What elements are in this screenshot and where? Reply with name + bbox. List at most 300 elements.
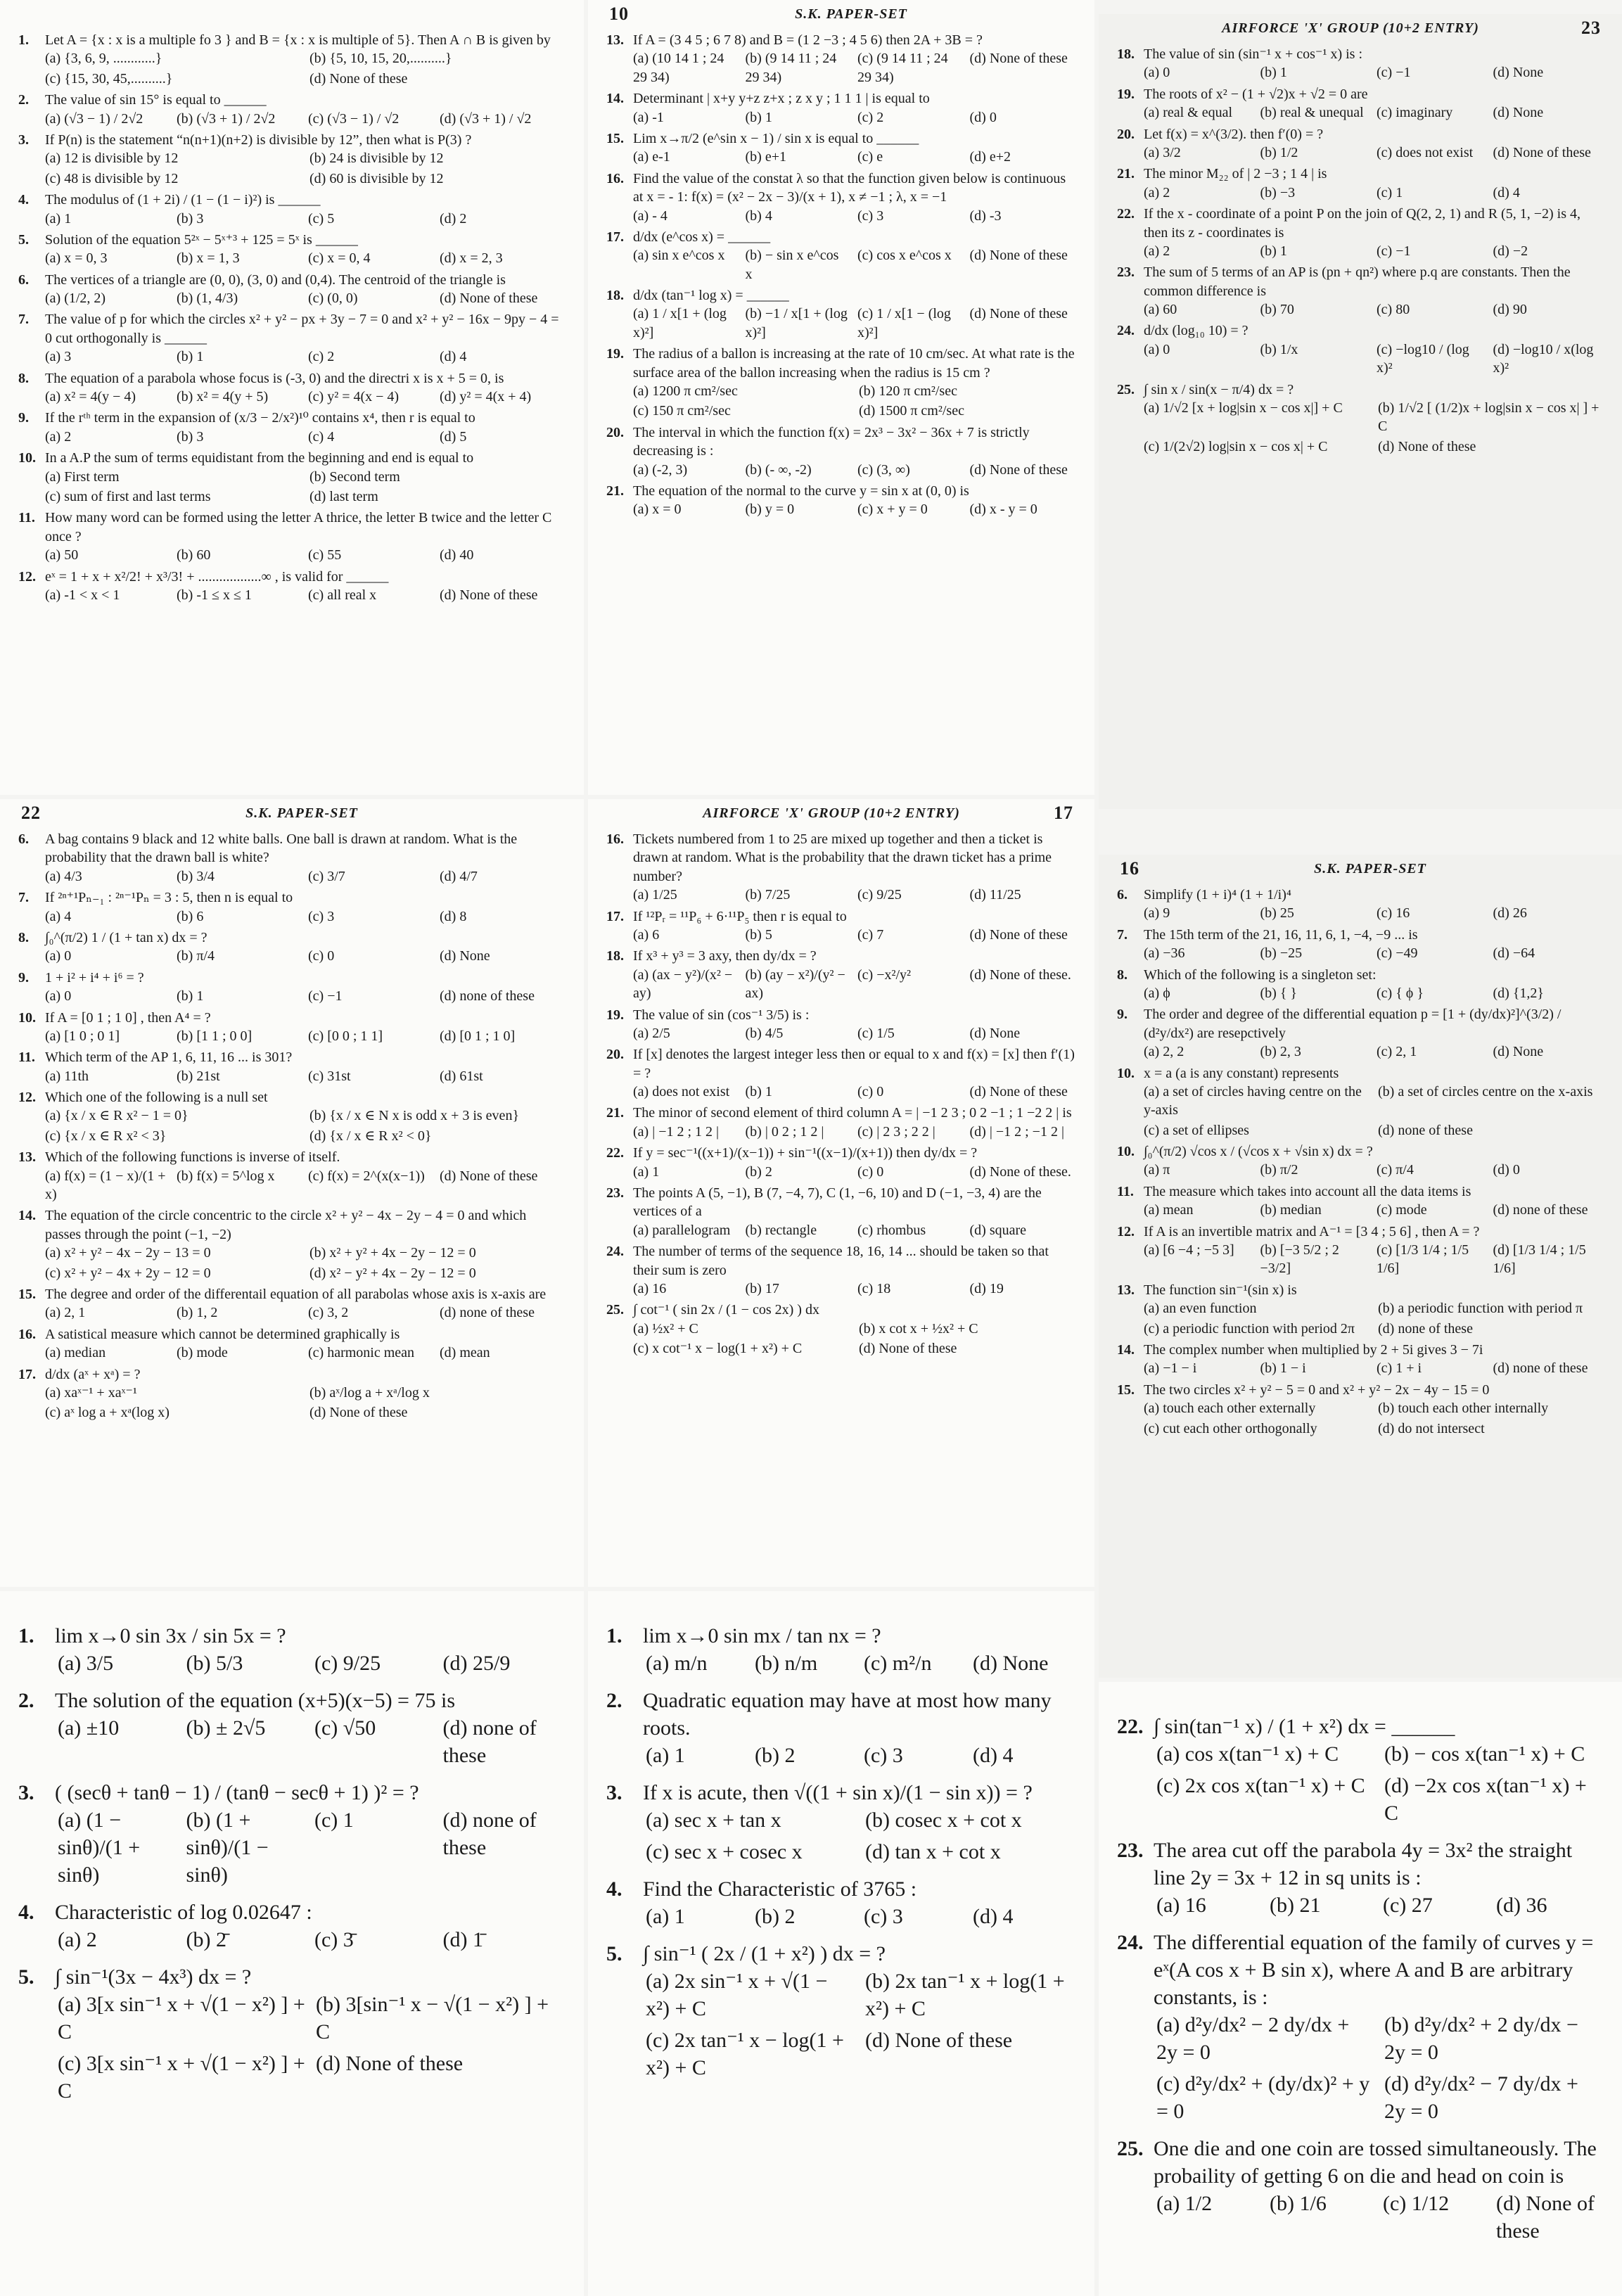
question-number: 2. (606, 1689, 622, 1712)
question-item (606, 129, 1076, 167)
answer-options (1117, 944, 1604, 962)
answer-option: (a) −36 (1144, 945, 1185, 962)
answer-option: (d) None of these (440, 1168, 538, 1184)
question-item (18, 1148, 566, 1204)
question-item (606, 228, 1076, 283)
answer-option: (b) −1 / x[1 + (log x)²] (745, 306, 848, 340)
answer-option: (a) m/n (646, 1652, 708, 1675)
answer-option: (d) None of these (316, 2052, 464, 2075)
answer-option: (b) x² + y² + 4x − 2y − 12 = 0 (309, 1245, 476, 1261)
answer-option: (d) 1̄ (442, 1928, 483, 1951)
question-number: 3. (606, 1781, 622, 1804)
question-text: If x is acute, then √((1 + sin x)/(1 − sin x)) = ? (643, 1781, 1033, 1804)
question-number: 23. (606, 1185, 624, 1201)
answer-option: (a) x² + y² − 4x − 2y − 13 = 0 (45, 1245, 211, 1261)
answer-options (18, 867, 566, 886)
answer-options (606, 1123, 1076, 1141)
answer-option: (a) sec x + tan x (646, 1809, 781, 1832)
answer-options (1117, 1892, 1604, 1919)
answer-option: (b) (ay − x²)/(y² − ax) (745, 967, 845, 1002)
question-text: Lim x→π/2 (e^sin x − 1) / sin x is equal to ______ (633, 130, 919, 146)
question-number: 6. (1117, 887, 1128, 903)
question-text: Determinant | x+y y+z z+x ; z x y ; 1 1 1 | is equal to (633, 91, 930, 107)
answer-option: (a) 12 is divisible by 12 (45, 151, 179, 167)
answer-option: (b) 17 (745, 1280, 779, 1296)
answer-option: (a) parallelogram (633, 1222, 731, 1238)
answer-option: (c) [1/3 1/4 ; 1/5 1/6] (1377, 1242, 1469, 1277)
answer-option: (a) 9 (1144, 905, 1170, 921)
question-text: lim x→0 sin 3x / sin 5x = ? (55, 1624, 286, 1647)
question-item (606, 1622, 1076, 1677)
answer-option: (b) 25 (1260, 905, 1294, 921)
question-number: 15. (606, 130, 624, 146)
question-number: 16. (18, 1326, 36, 1342)
question-text: The number of terms of the sequence 18, 16, 14 ... should be taken so that their sum is zero (633, 1244, 1049, 1278)
answer-option: (d) mean (440, 1345, 490, 1361)
answer-option: (a) 1 (646, 1905, 685, 1928)
answer-option: (b) 2 (755, 1744, 796, 1767)
answer-option: (c) 27 (1383, 1894, 1433, 1917)
question-number: 3. (18, 1781, 34, 1804)
question-text: ∫₀^(π/2) √cos x / (√cos x + √sin x) dx = ? (1144, 1144, 1373, 1160)
question-number: 2. (18, 92, 29, 108)
question-number: 10. (1117, 1065, 1135, 1081)
question-text: If A = [0 1 ; 1 0] , then A⁴ = ? (45, 1009, 211, 1026)
question-item (1117, 165, 1604, 202)
question-number: 25. (1117, 381, 1135, 397)
question-number: 1. (18, 32, 29, 48)
answer-options (18, 1067, 566, 1085)
answer-options (18, 289, 566, 307)
question-number: 14. (1117, 1341, 1135, 1358)
question-item (18, 1285, 566, 1322)
question-list (1099, 42, 1622, 809)
question-item (1117, 1142, 1604, 1180)
question-number: 12. (18, 1090, 36, 1106)
question-item (606, 286, 1076, 342)
question-text: The function sin⁻¹(sin x) is (1144, 1282, 1297, 1298)
question-number: 16. (606, 170, 624, 186)
page-scan-2 (588, 0, 1094, 795)
answer-option: (d) 8 (440, 908, 467, 924)
question-number: 8. (18, 370, 29, 386)
answer-option: (d) −2 (1493, 243, 1528, 259)
answer-options (606, 305, 1076, 342)
question-item (606, 1045, 1076, 1101)
question-item (1117, 125, 1604, 162)
page-scan-6 (1099, 855, 1622, 1678)
answer-option: (b) (9 14 11 ; 24 29 34) (745, 51, 837, 85)
question-text: If y = sec⁻¹((x+1)/(x−1)) + sin⁻¹((x−1)/(x+1)) then dy/dx = ? (633, 1145, 978, 1161)
question-text: d/dx (e^cos x) = ______ (633, 229, 771, 245)
answer-option: (c) 18 (857, 1280, 891, 1296)
answer-option: (d) 36 (1496, 1894, 1547, 1917)
answer-option: (b) 4/5 (745, 1025, 784, 1041)
answer-option: (c) 55 (308, 547, 342, 563)
question-number: 17. (606, 908, 624, 924)
answer-option: (a) mean (1144, 1202, 1194, 1218)
answer-options (606, 500, 1076, 518)
answer-option: (c) (√3 − 1) / √2 (308, 110, 400, 127)
answer-option: (b) 2, 3 (1260, 1044, 1301, 1060)
answer-options (1117, 184, 1604, 202)
question-list (0, 1619, 584, 2296)
answer-option: (a) 4/3 (45, 868, 82, 884)
answer-option: (c) e (857, 149, 883, 165)
answer-option: (a) (1/2, 2) (45, 291, 106, 307)
answer-option: (c) 0 (857, 1163, 884, 1180)
answer-option: (b) − sin x e^cos x (745, 248, 839, 282)
page-header (1099, 14, 1622, 42)
question-item (606, 482, 1076, 519)
question-item (18, 830, 566, 886)
answer-option: (a) ±10 (58, 1716, 120, 1740)
answer-option: (c) 4 (308, 428, 335, 445)
answer-option: (b) 5 (745, 926, 772, 943)
answer-option: (a) 0 (1144, 341, 1170, 357)
answer-option: (d) d²y/dx² − 7 dy/dx + 2y = 0 (1384, 2072, 1578, 2123)
question-number: 19. (606, 346, 624, 362)
question-item (1117, 2135, 1604, 2245)
question-item (18, 1009, 566, 1046)
question-item (18, 1088, 566, 1145)
answer-option: (d) none of these (1493, 1360, 1588, 1377)
question-text: A satistical measure which cannot be determined graphically is (45, 1326, 400, 1342)
question-text: One die and one coin are tossed simultaneously. The probaility of getting 6 on die and head on coin is (1154, 2137, 1597, 2188)
answer-option: (b) 70 (1260, 302, 1294, 318)
question-number: 10. (1117, 1144, 1135, 1160)
question-item (18, 271, 566, 308)
answer-options (18, 1344, 566, 1362)
question-text: In a A.P the sum of terms equidistant from the beginning and end is equal to (45, 450, 474, 466)
question-text: Which term of the AP 1, 6, 11, 16 ... is 301? (45, 1050, 293, 1066)
answer-option: (c) 3 (864, 1744, 903, 1767)
answer-option: (d) 61st (440, 1068, 483, 1084)
answer-options (1117, 300, 1604, 319)
answer-option: (d) last term (309, 488, 378, 504)
page-header (0, 0, 584, 28)
question-text: Which one of the following is a null set (45, 1090, 268, 1106)
page-header (1099, 855, 1622, 883)
question-text: The equation of the normal to the curve y = sin x at (0, 0) is (633, 483, 969, 499)
answer-option: (c) 2 (308, 349, 335, 365)
answer-option: (c) 3/7 (308, 868, 345, 884)
question-number: 1. (606, 1624, 622, 1647)
question-text: The sum of 5 terms of an AP is (pn + qn²) where p.q are constants. Then the common difference is (1144, 264, 1571, 299)
answer-options (18, 907, 566, 926)
answer-option: (a) 2 (1144, 243, 1170, 259)
page-header-title: S.K. PAPER-SET (1314, 860, 1426, 876)
question-item (1117, 1064, 1604, 1140)
question-text: Let f(x) = x^(3/2). then f′(0) = ? (1144, 126, 1324, 142)
question-item (606, 1184, 1076, 1239)
question-number: 1. (18, 1624, 34, 1647)
question-item (606, 830, 1076, 905)
answer-options (1117, 399, 1604, 456)
answer-options (18, 49, 566, 88)
answer-option: (d) 26 (1493, 905, 1527, 921)
answer-option: (a) 1200 π cm²/sec (633, 383, 738, 400)
answer-option: (c) a set of ellipses (1144, 1122, 1249, 1138)
answer-option: (c) 0 (857, 1084, 884, 1100)
answer-options (18, 1384, 566, 1422)
answer-option: (b) 1, 2 (177, 1305, 218, 1321)
answer-options (18, 987, 566, 1005)
answer-options (606, 1320, 1076, 1358)
answer-option: (d) none of these (442, 1716, 537, 1767)
question-number: 20. (606, 1047, 624, 1063)
answer-options (606, 886, 1076, 904)
question-text: The equation of the circle concentric to the circle x² + y² − 4x − 2y − 4 = 0 and which passes through the point (−1, −2) (45, 1208, 527, 1242)
answer-option: (b) 3 (177, 428, 204, 445)
answer-option: (a) 2 (1144, 184, 1170, 200)
question-number: 16. (606, 831, 624, 847)
answer-option: (c) −1 (1377, 65, 1411, 81)
question-number: 8. (18, 929, 29, 945)
answer-option: (c) −x²/y² (857, 967, 912, 983)
question-number: 19. (1117, 86, 1135, 102)
answer-option: (c) 3̄ (314, 1928, 354, 1951)
question-item (18, 91, 566, 128)
answer-option: (d) None of these (309, 70, 408, 87)
question-item (606, 947, 1076, 1002)
question-number: 24. (1117, 323, 1135, 339)
answer-options (1117, 242, 1604, 260)
answer-option: (b) 1/2 (1260, 144, 1298, 160)
question-text: The value of sin (cos⁻¹ 3/5) is : (633, 1007, 810, 1023)
question-text: d/dx (tan⁻¹ log x) = ______ (633, 288, 789, 304)
answer-options (1117, 144, 1604, 162)
answer-option: (a) 60 (1144, 302, 1177, 318)
answer-option: (b) 1 (745, 1084, 772, 1100)
answer-option: (c) cos x e^cos x (857, 248, 952, 264)
question-item (18, 929, 566, 966)
answer-option: (c) rhombus (857, 1222, 926, 1238)
answer-option: (d) 25/9 (442, 1652, 511, 1675)
question-number: 18. (606, 948, 624, 964)
answer-option: (d) None of these (969, 248, 1068, 264)
question-item (18, 1048, 566, 1085)
answer-option: (a) 1 (646, 1744, 685, 1767)
answer-option: (b) 1 (177, 349, 204, 365)
question-text: If A is an invertible matrix and A⁻¹ = [3 4 ; 5 6] , then A = ? (1144, 1223, 1480, 1239)
answer-options (1117, 1359, 1604, 1377)
answer-option: (b) (1 + sinθ)/(1 − sinθ) (186, 1809, 269, 1887)
answer-options (606, 1806, 1076, 1866)
answer-option: (b) (√3 + 1) / 2√2 (177, 110, 276, 127)
question-text: The degree and order of the differentail equation of all parabolas whose axis is x-axis are (45, 1286, 547, 1302)
question-number: 18. (606, 288, 624, 304)
answer-option: (b) −25 (1260, 945, 1303, 962)
question-number: 11. (18, 1050, 35, 1066)
question-item (1117, 45, 1604, 82)
answer-option: (d) none of these (1378, 1122, 1473, 1138)
answer-option: (a) 2x sin⁻¹ x + √(1 − x²) + C (646, 1970, 828, 2020)
answer-option: (a) 11th (45, 1068, 89, 1084)
answer-option: (d) None (440, 948, 490, 964)
answer-option: (b) 1 − i (1260, 1360, 1306, 1377)
question-item (18, 1899, 566, 1953)
answer-option: (c) {15, 30, 45,..........} (45, 70, 173, 87)
question-number: 25. (1117, 2137, 1144, 2160)
question-text: Let A = {x : x is a multiple fo 3 } and B = {x : x is multiple of 5}. Then A ∩ B is given by (45, 32, 551, 48)
question-item (18, 409, 566, 446)
question-text: The roots of x² − (1 + √2)x + √2 = 0 are (1144, 86, 1368, 102)
answer-option: (b) {5, 10, 15, 20,..........} (309, 51, 452, 67)
question-text: eˣ = 1 + x + x²/2! + x³/3! + ..................∞ , is valid for ______ (45, 568, 389, 585)
answer-options (18, 388, 566, 406)
question-text: ∫ sin⁻¹ ( 2x / (1 + x²) ) dx = ? (643, 1942, 886, 1965)
answer-option: (d) None of these (969, 926, 1068, 943)
answer-option: (c) −log10 / (log x)² (1377, 341, 1469, 376)
answer-option: (a) 6 (633, 926, 660, 943)
answer-option: (a) 1/√2 [x + log|sin x − cos x|] + C (1144, 400, 1343, 416)
answer-option: (a) {x / x ∈ R x² − 1 = 0} (45, 1108, 189, 1124)
question-item (606, 1687, 1076, 1769)
answer-option: (c) 1/5 (857, 1025, 895, 1041)
question-text: The two circles x² + y² − 5 = 0 and x² + y² − 2x − 4y − 15 = 0 (1144, 1382, 1490, 1398)
answer-option: (a) 2 (45, 428, 72, 445)
answer-option: (d) 0 (1493, 1162, 1520, 1178)
question-item (1117, 1713, 1604, 1827)
question-text: ∫ sin(tan⁻¹ x) / (1 + x²) dx = ______ (1154, 1715, 1455, 1738)
question-number: 22. (1117, 206, 1135, 222)
question-text: The area cut off the parabola 4y = 3x² the straight line 2y = 3x + 12 in sq units is : (1154, 1839, 1573, 1889)
answer-option: (a) x = 0 (633, 502, 682, 518)
answer-option: (d) None (973, 1652, 1049, 1675)
answer-option: (b) a set of circles centre on the x-axis (1378, 1083, 1593, 1099)
answer-option: (d) x² − y² + 4x − 2y − 12 = 0 (309, 1265, 476, 1281)
answer-option: (a) [6 −4 ; −5 3] (1144, 1242, 1234, 1258)
answer-option: (b) 21 (1270, 1894, 1321, 1917)
answer-option: (b) rectangle (745, 1222, 817, 1238)
question-item (18, 888, 566, 926)
question-number: 20. (606, 424, 624, 440)
answer-option: (b) 1/x (1260, 341, 1298, 357)
answer-option: (b) 2x tan⁻¹ x + log(1 + x²) + C (865, 1970, 1065, 2020)
answer-option: (b) touch each other internally (1378, 1401, 1549, 1417)
answer-option: (c) 3 (308, 908, 335, 924)
question-list (588, 28, 1094, 795)
answer-option: (b) 120 π cm²/sec (859, 383, 957, 400)
answer-option: (d) none of these (1493, 1202, 1588, 1218)
question-number: 6. (18, 272, 29, 288)
answer-option: (c) 48 is divisible by 12 (45, 170, 179, 186)
answer-option: (c) 3[x sin⁻¹ x + √(1 − x²) ] + C (58, 2052, 305, 2103)
answer-options (18, 1027, 566, 1045)
answer-option: (c) y² = 4(x − 4) (308, 389, 400, 405)
answer-option: (b) 4 (745, 208, 772, 224)
answer-option: (a) ϕ (1144, 985, 1170, 1001)
question-number: 5. (606, 1942, 622, 1965)
question-text: The minor of second element of third column A = | −1 2 3 ; 0 2 −1 ; 1 −2 2 | is (633, 1105, 1072, 1121)
question-text: Which of the following is a singleton set: (1144, 967, 1377, 983)
answer-option: (d) None of these. (969, 967, 1071, 983)
question-item (1117, 1281, 1604, 1338)
answer-option: (d) None of these (969, 461, 1068, 478)
question-text: If ²ⁿ⁺¹Pₙ₋₁ : ²ⁿ⁻¹Pₙ = 3 : 5, then n is equal to (45, 890, 293, 906)
question-text: The complex number when multiplied by 2 + 5i gives 3 − 7i (1144, 1341, 1483, 1358)
answer-options (18, 110, 566, 128)
question-text: ∫ sin⁻¹(3x − 4x³) dx = ? (55, 1965, 252, 1989)
answer-option: (c) π/4 (1377, 1162, 1414, 1178)
answer-option: (d) x = 2, 3 (440, 250, 503, 267)
answer-option: (d) 4 (973, 1905, 1014, 1928)
question-text: The modulus of (1 + 2i) / (1 − (1 − i)²) is ______ (45, 192, 321, 208)
question-item (606, 1779, 1076, 1866)
page-number: 16 (1120, 858, 1139, 879)
answer-option: (c) −1 (1377, 243, 1411, 259)
question-item (18, 1622, 566, 1677)
question-text: ∫₀^(π/2) 1 / (1 + tan x) dx = ? (45, 929, 207, 945)
answer-option: (b) f(x) = 5^log x (177, 1168, 275, 1184)
question-text: The points A (5, −1), B (7, −4, 7), C (1, −6, 10) and D (−1, −3, 4) are the vertices of a (633, 1185, 1042, 1220)
question-text: The vertices of a triangle are (0, 0), (3, 0) and (0,4). The centroid of the triangle is (45, 272, 506, 288)
question-item (606, 1144, 1076, 1181)
question-item (606, 1940, 1076, 2081)
answer-option: (a) 1 (633, 1163, 660, 1180)
answer-options (606, 1163, 1076, 1181)
answer-option: (a) x = 0, 3 (45, 250, 108, 267)
answer-option: (a) (10 14 1 ; 24 29 34) (633, 51, 724, 85)
answer-option: (d) None of these (969, 51, 1068, 67)
answer-options (606, 1280, 1076, 1298)
answer-option: (c) −1 (308, 988, 343, 1005)
question-text: d/dx (log₁₀ 10) = ? (1144, 323, 1249, 339)
answer-options (18, 428, 566, 446)
question-item (606, 1104, 1076, 1141)
answer-option: (c) { ϕ } (1377, 985, 1424, 1001)
answer-option: (c) f(x) = 2^(x(x−1)) (308, 1168, 425, 1184)
answer-option: (d) 40 (440, 547, 474, 563)
page-header-title: AIRFORCE 'X' GROUP (10+2 ENTRY) (1222, 20, 1479, 36)
answer-options (606, 1221, 1076, 1239)
question-text: If x³ + y³ = 3 axy, then dy/dx = ? (633, 948, 817, 964)
answer-option: (b) π/2 (1260, 1162, 1298, 1178)
question-item (606, 1006, 1076, 1043)
question-number: 24. (1117, 1931, 1144, 1954)
answer-option: (b) [−3 5/2 ; 2 −3/2] (1260, 1242, 1339, 1277)
answer-option: (a) 16 (633, 1280, 667, 1296)
answer-option: (b) 1 (745, 109, 772, 125)
answer-option: (a) xaˣ⁻¹ + xaˣ⁻¹ (45, 1384, 137, 1401)
question-item (18, 191, 566, 228)
answer-option: (d) 4/7 (440, 868, 478, 884)
answer-options (606, 1650, 1076, 1677)
question-number: 10. (18, 1009, 36, 1026)
answer-options (1117, 1241, 1604, 1278)
answer-option: (a) 2 (58, 1928, 97, 1951)
answer-options (18, 1991, 566, 2105)
question-text: x = a (a is any constant) represents (1144, 1065, 1339, 1081)
answer-option: (a) does not exist (633, 1084, 730, 1100)
answer-option: (b) 3 (177, 210, 204, 227)
answer-option: (d) e+2 (969, 149, 1011, 165)
answer-option: (b) 2 (745, 1163, 772, 1180)
answer-option: (a) 0 (45, 988, 72, 1005)
answer-option: (d) 0 (969, 109, 997, 125)
page-header (588, 0, 1094, 28)
answer-option: (a) {3, 6, 9, ............} (45, 51, 162, 67)
answer-option: (a) x² = 4(y − 4) (45, 389, 136, 405)
question-item (18, 131, 566, 188)
answer-option: (d) none of these (442, 1809, 537, 1859)
question-number: 6. (18, 831, 29, 847)
answer-option: (a) 0 (1144, 65, 1170, 81)
question-text: The value of p for which the circles x² + y² − px + 3y − 7 = 0 and x² + y² − 16x − 9py − 4 = 0 cut orthogonally is ______ (45, 312, 559, 346)
answer-option: (c) 7 (857, 926, 884, 943)
question-text: The solution of the equation (x+5)(x−5) = 75 is (55, 1689, 455, 1712)
